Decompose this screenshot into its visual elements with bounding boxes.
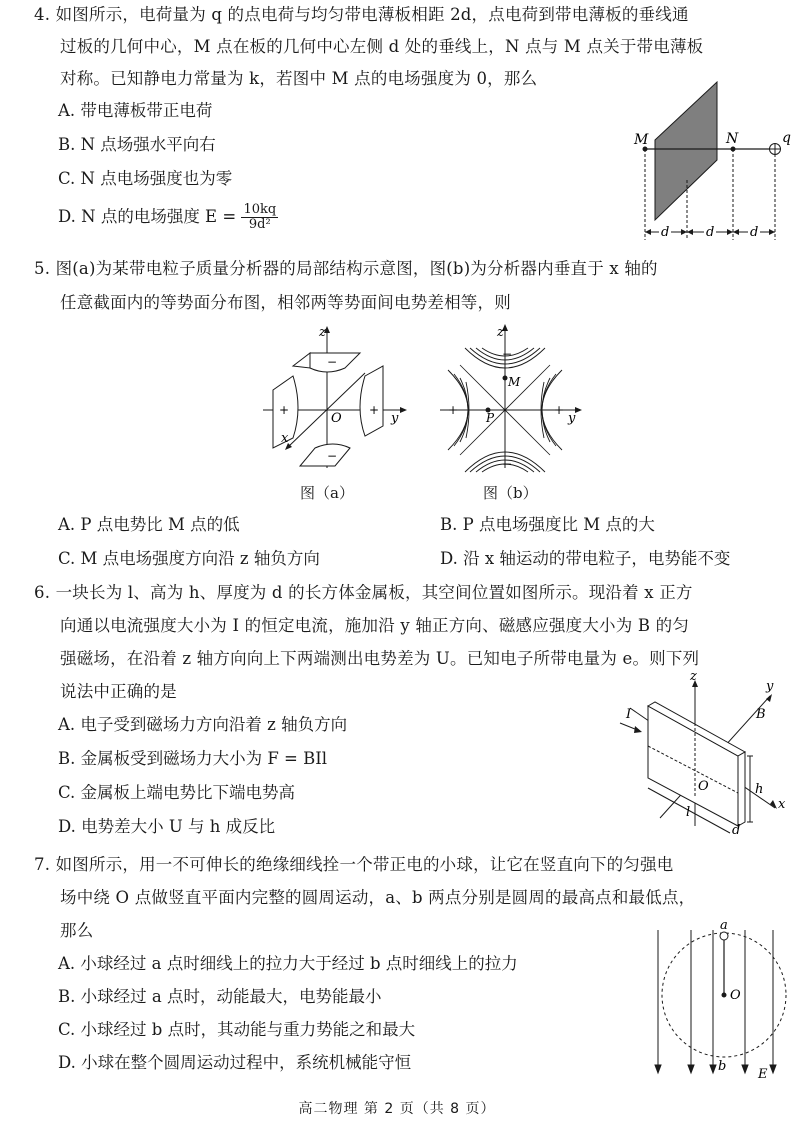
q5-figure-a-caption: 图（a） (300, 484, 354, 502)
q6-stem-line-1: 6. 一块长为 l、高为 h、厚度为 d 的长方体金属板，其空间位置如图所示。现沿着 x 正方 (34, 583, 693, 602)
q4-stem-line-2: 过板的几何中心，M 点在板的几何中心左侧 d 处的垂线上，N 点与 M 点关于带电薄板 (60, 37, 704, 56)
q7-figure (640, 918, 790, 1086)
q7-stem-line-2: 场中绕 O 点做竖直平面内完整的圆周运动，a、b 两点分别是圆周的最高点和最低点， (60, 888, 696, 907)
q4-figure (625, 80, 794, 245)
q5-option-a: A. P 点电势比 M 点的低 (58, 515, 240, 534)
q4-option-d (58, 203, 278, 232)
q5b-label-m: M (508, 375, 521, 389)
q5b-label-z: z (497, 325, 504, 340)
q7-option-c: C. 小球经过 b 点时，其动能与重力势能之和最大 (58, 1020, 416, 1039)
q4-stem-line-3: 对称。已知静电力常量为 k，若图中 M 点的电场强度为 0，那么 (60, 69, 538, 88)
q6-label-b: B (756, 707, 766, 722)
q6-option-b: B. 金属板受到磁场力大小为 F = BIl (58, 749, 328, 768)
q4-option-d-fraction (241, 203, 278, 232)
q5b-plus-left: + (448, 403, 459, 417)
q5-stem-line-1: 5. 图(a)为某带电粒子质量分析器的局部结构示意图，图(b)为分析器内垂直于 x 轴的 (34, 259, 658, 278)
q7-label-o: O (730, 988, 741, 1003)
q5b-label-y: y (568, 411, 576, 426)
q6-option-a: A. 电子受到磁场力方向沿着 z 轴负方向 (58, 715, 348, 734)
q5b-label-p: P (486, 411, 495, 425)
q7-option-d: D. 小球在整个圆周运动过程中，系统机械能守恒 (58, 1053, 412, 1072)
q6-label-y: y (766, 679, 774, 694)
q4-option-c: C. N 点电场强度也为零 (58, 169, 233, 188)
q7-label-b: b (718, 1059, 727, 1074)
q5b-plus-right: + (554, 403, 565, 417)
q7-option-b: B. 小球经过 a 点时，动能最大，电势能最小 (58, 987, 382, 1006)
q5a-plus-right: + (369, 403, 380, 417)
q5b-minus-top: − (502, 347, 513, 361)
q5-option-c: C. M 点电场强度方向沿 z 轴负方向 (58, 549, 320, 568)
q4-label-q: q (782, 130, 791, 146)
q6-label-d: d (732, 823, 741, 836)
q5-stem-line-2: 任意截面内的等势面分布图，相邻两等势面间电势差相等，则 (60, 293, 511, 312)
q5a-plus-left: + (279, 403, 290, 417)
q5a-label-y: y (391, 411, 399, 426)
q7-label-a: a (720, 918, 728, 933)
q6-option-d: D. 电势差大小 U 与 h 成反比 (58, 817, 276, 836)
q4-option-d-denominator: 9d² (248, 217, 271, 232)
q5-figure-b (440, 318, 590, 478)
q7-stem-line-3: 那么 (60, 921, 94, 940)
q6-label-l: l (686, 805, 691, 820)
q4-option-b: B. N 点场强水平向右 (58, 135, 216, 154)
q6-label-x: x (778, 797, 786, 812)
q6-stem-line-2: 向通以电流强度大小为 I 的恒定电流，施加沿 y 轴正方向、磁感应强度大小为 B 的匀 (60, 616, 690, 635)
q5a-minus-bottom: − (327, 449, 338, 463)
q6-figure (610, 668, 790, 836)
q4-label-d1: d (661, 225, 670, 240)
q4-stem-line-1: 4. 如图所示，电荷量为 q 的点电荷与均匀带电薄板相距 2d，点电荷到带电薄板的垂线通 (34, 5, 689, 24)
q6-label-h: h (755, 782, 764, 797)
q5a-label-z: z (319, 325, 326, 340)
q7-stem-line-1: 7. 如图所示，用一不可伸长的绝缘细线拴一个带正电的小球，让它在竖直向下的匀强电 (34, 855, 674, 874)
q6-label-z: z (690, 669, 697, 684)
q4-label-m: M (634, 132, 649, 148)
q5-figure-b-caption: 图（b） (483, 484, 538, 502)
q5b-minus-bottom: − (502, 457, 513, 471)
q4-option-d-numerator: 10kq (243, 202, 277, 217)
q4-option-a: A. 带电薄板带正电荷 (58, 101, 213, 120)
q4-label-d3: d (750, 225, 759, 240)
page-footer: 高二物理 第 2 页（共 8 页） (298, 1101, 496, 1117)
q6-option-c: C. 金属板上端电势比下端电势高 (58, 783, 296, 802)
q5a-minus-top: − (327, 355, 338, 369)
q5a-label-o: O (331, 411, 342, 426)
q6-stem-line-3: 强磁场，在沿着 z 轴方向向上下两端测出电势差为 U。已知电子所带电量为 e。则下列 (60, 649, 700, 668)
q4-label-n: N (726, 131, 739, 147)
q6-label-o: O (698, 779, 709, 794)
q7-label-e: E (758, 1067, 768, 1082)
q5a-label-x: x (281, 431, 289, 446)
q6-stem-line-4: 说法中正确的是 (60, 682, 177, 701)
q5-option-d: D. 沿 x 轴运动的带电粒子，电势能不变 (440, 549, 731, 568)
q6-label-i: I (626, 707, 632, 722)
q5-option-b: B. P 点电场强度比 M 点的大 (440, 515, 655, 534)
q7-option-a: A. 小球经过 a 点时细线上的拉力大于经过 b 点时细线上的拉力 (58, 954, 518, 973)
q4-label-d2: d (706, 225, 715, 240)
q5-figure-a (255, 318, 415, 488)
q4-option-d-prefix: D. N 点的电场强度 E = (58, 207, 237, 226)
